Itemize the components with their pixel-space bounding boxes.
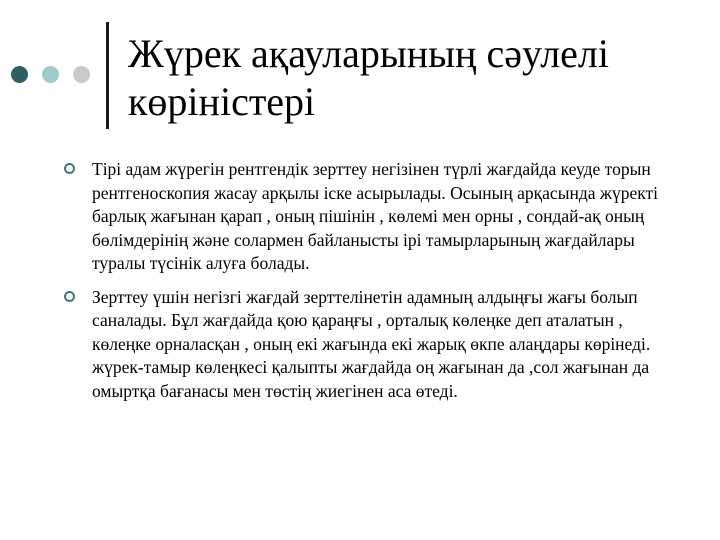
bullet-item	[60, 158, 680, 276]
bullet-item	[60, 286, 680, 404]
slide-title: Жүрек ақауларының сәулелі көріністері	[128, 31, 609, 124]
decorative-dot-light	[42, 66, 59, 83]
bullet-text: Зерттеу үшін негізгі жағдай зерттелінетін адамның алдыңғы жағы болып саналады. Бұл жағдайда қою қараңғы , орталық көлеңке деп аталатын , көлеңке орналасқан , оның екі жағында екі жарық өкпе алаңдары көрінеді. жүрек-тамыр көлеңкесі қалыпты жағдайда оң жағынан да ,сол жағынан да омыртқа бағанасы мен төстің жиегінен аса өтеді.	[92, 286, 651, 401]
bullet-ring-icon	[64, 291, 75, 302]
title-divider	[106, 22, 109, 129]
slide-body	[60, 158, 680, 413]
bullet-text: Тірі адам жүрегін рентгендік зерттеу негізінен түрлі жағдайда кеуде торын рентгеноскопия жасау арқылы іске асырылады. Осының арқасында жүректі барлық жағынан қарап , оның пішінін , көлемі мен орны , сондай-ақ оның бөлімдерінің және солармен байланысты ірі тамырларының жағдайлары туралы түсінік алуға болады.	[92, 159, 659, 273]
bullet-ring-icon	[64, 163, 75, 174]
decorative-dot-gray	[73, 66, 90, 83]
decorative-dot-dark	[11, 66, 28, 83]
